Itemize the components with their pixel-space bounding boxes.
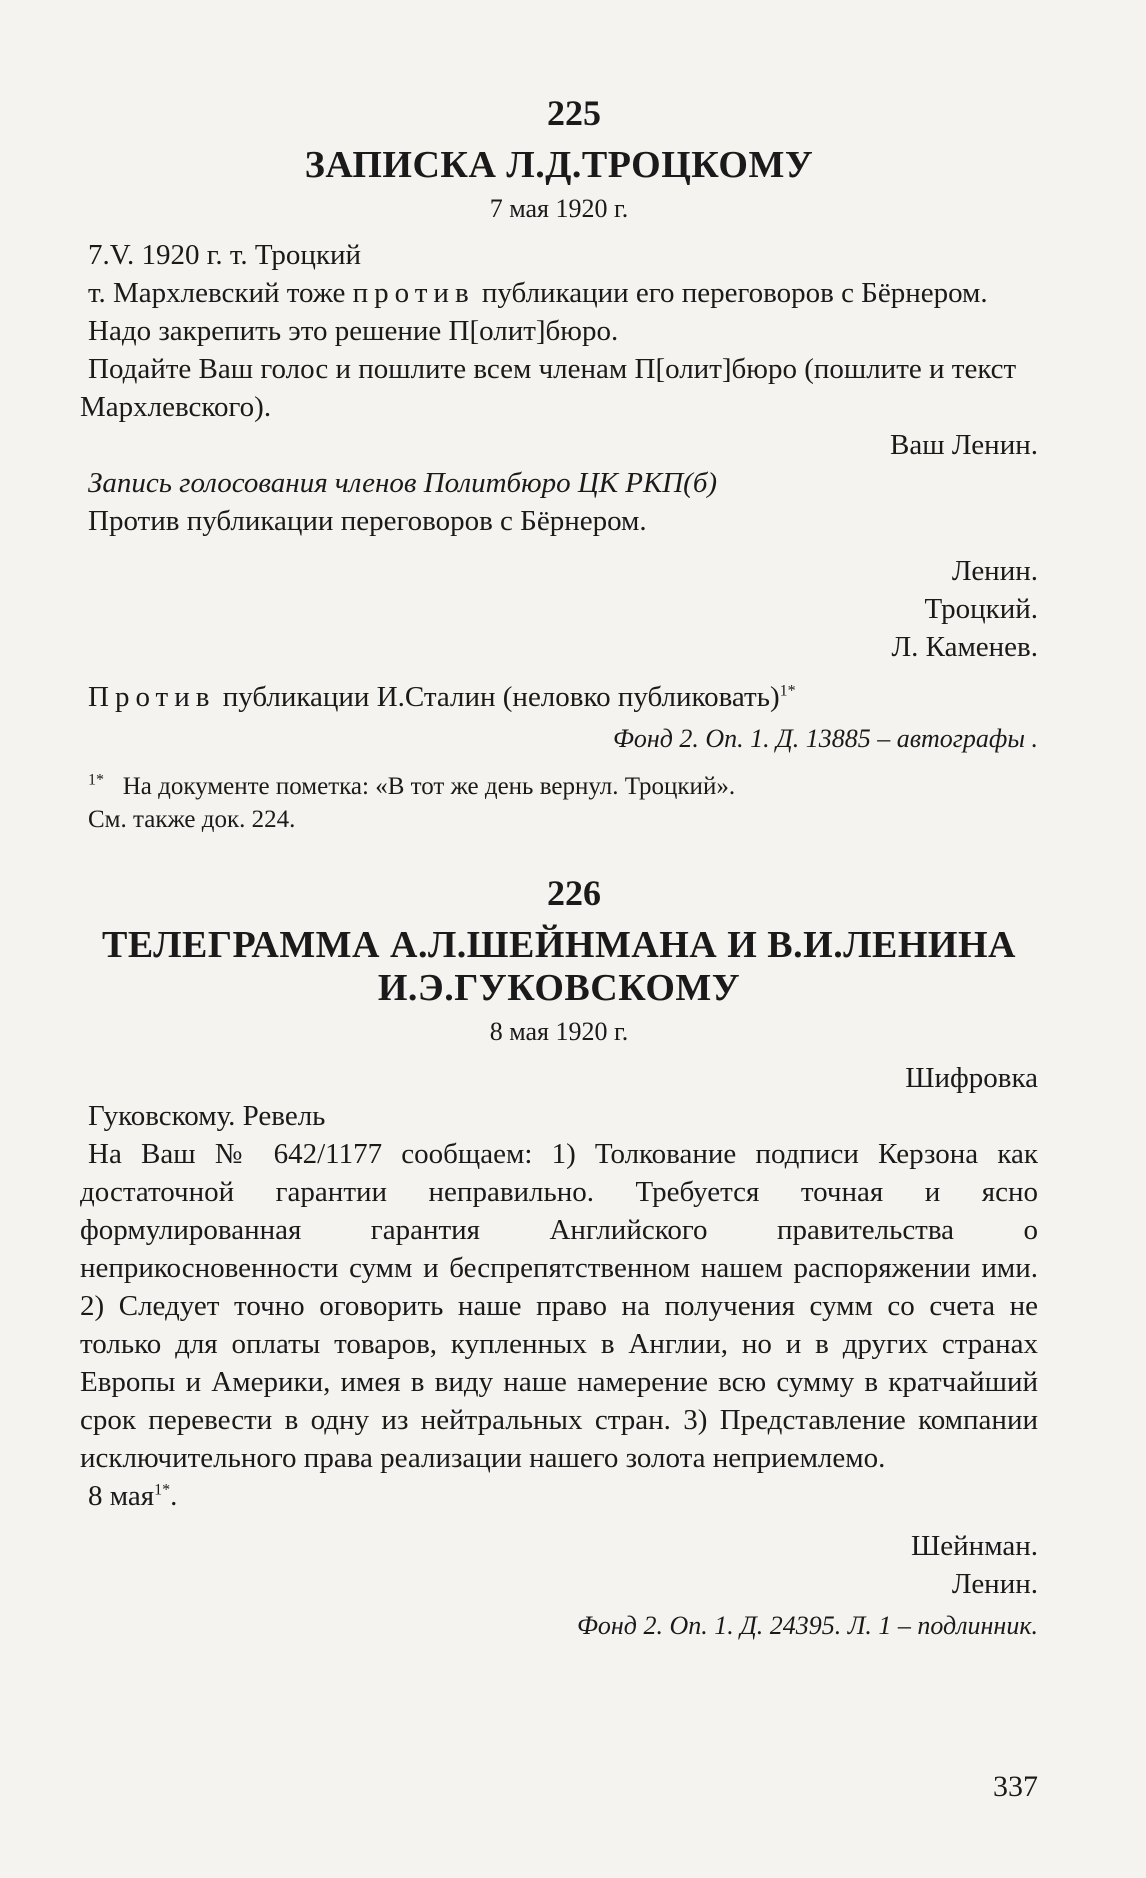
- page-number: 337: [993, 1770, 1038, 1803]
- signature: Троцкий.: [924, 592, 1038, 625]
- signature: Ленин.: [951, 554, 1038, 587]
- vote-line: Против публикации переговоров с Бёрнером.: [88, 504, 647, 537]
- addressee: Гуковскому. Ревель: [88, 1100, 326, 1133]
- document-date: 8 мая 1920 г.: [489, 1017, 629, 1047]
- note-paragraph: Надо закрепить это решение П[олит]бюро.: [88, 314, 619, 347]
- text-fragment: публикации его переговоров с Бёрнером.: [481, 276, 988, 309]
- note-line: 7.V. 1920 г. т. Троцкий: [88, 238, 362, 271]
- text-fragment: т. Мархлевский тоже: [88, 276, 346, 309]
- footnote: [80, 770, 1038, 803]
- footnote-marker: 1*: [779, 682, 796, 700]
- footnote-text: На документе пометка: «В тот же день вернул. Троцкий».: [122, 772, 736, 800]
- document-number: 226: [547, 872, 601, 913]
- cipher-label: Шифровка: [905, 1062, 1038, 1095]
- date-line: [80, 1477, 1038, 1515]
- document-title: ЗАПИСКА Л.Д.ТРОЦКОМУ: [304, 144, 814, 186]
- archive-reference: Фонд 2. Оп. 1. Д. 13885 – автографы .: [612, 723, 1038, 753]
- spaced-word: Против: [88, 680, 216, 713]
- signature: Шейнман.: [911, 1530, 1038, 1563]
- footnote-marker: 1*: [154, 1481, 171, 1499]
- signature: Ваш Ленин.: [890, 428, 1038, 461]
- text-fragment: публикации И.Сталин (неловко публиковать): [222, 680, 780, 713]
- document-title-line2: И.Э.ГУКОВСКОМУ: [377, 967, 741, 1010]
- text-fragment: .: [170, 1480, 178, 1513]
- see-also: См. также док. 224.: [88, 805, 296, 833]
- signature: Ленин.: [951, 1568, 1038, 1601]
- document-number: 225: [547, 93, 601, 133]
- text-fragment: 8 мая: [88, 1480, 155, 1513]
- document-date: 7 мая 1920 г.: [489, 193, 629, 223]
- telegram-body: На Ваш № 642/1177 сообщаем: 1) Толкование подписи Керзона как достаточной гарантии неправильно. Требуется точная и ясно формулированная гарантия Английского правительства о неприкосновенности сумм и беспрепятственном нашем распоряжении ими. 2) Следует точно оговорить наше право на получения сумм со счета не только для оплаты товаров, купленных в Англии, но и в других странах Европы и Америки, имея в виду наше намерение всю сумму в кратчайший срок перевести в одну из нейтральных стран. 3) Представление компании исключительного права реализации нашего золота неприемлемо.: [80, 1138, 1038, 1475]
- footnote-marker: 1*: [88, 771, 104, 789]
- signature: Л. Каменев.: [891, 630, 1038, 663]
- document-title: ТЕЛЕГРАММА А.Л.ШЕЙНМАНА И В.И.ЛЕНИНА: [102, 923, 1016, 966]
- vote-header: Запись голосования членов Политбюро ЦК РКП(б): [88, 466, 718, 499]
- archive-reference: Фонд 2. Оп. 1. Д. 24395. Л. 1 – подлинник.: [577, 1611, 1038, 1641]
- note-paragraph: [80, 274, 1038, 312]
- spaced-word: против: [352, 276, 475, 309]
- note-paragraph: Подайте Ваш голос и пошлите всем членам П[олит]бюро (пошлите и текст Мархлевского).: [80, 352, 1017, 423]
- stalin-vote: [80, 678, 1038, 716]
